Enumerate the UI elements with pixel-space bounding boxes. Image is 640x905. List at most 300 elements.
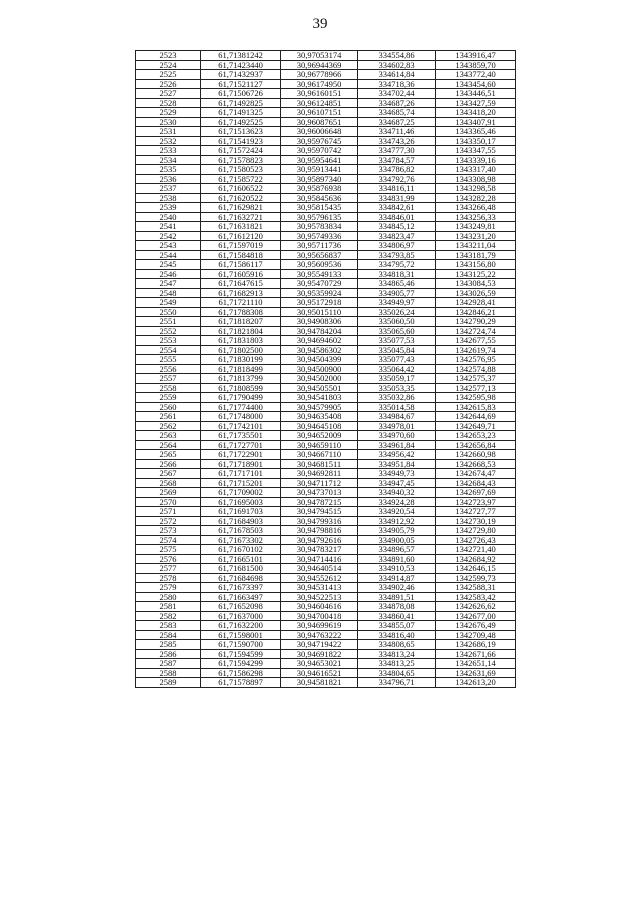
table-row <box>136 355 516 365</box>
y-coordinate-cell: 1343427,59 <box>436 98 516 108</box>
x-coordinate-cell: 334947,45 <box>358 478 436 488</box>
y-coordinate-cell: 1342668,53 <box>436 459 516 469</box>
y-coordinate-cell: 1343308,98 <box>436 174 516 184</box>
table-row <box>136 611 516 621</box>
latitude-cell: 61,71663497 <box>201 592 281 602</box>
longitude-cell: 30,94694602 <box>281 336 358 346</box>
point-number-cell: 2544 <box>136 250 201 260</box>
latitude-cell: 61,71802500 <box>201 345 281 355</box>
latitude-cell: 61,71691703 <box>201 507 281 517</box>
point-number-cell: 2573 <box>136 526 201 536</box>
table-row <box>136 583 516 593</box>
point-number-cell: 2529 <box>136 108 201 118</box>
x-coordinate-cell: 334978,01 <box>358 421 436 431</box>
point-number-cell: 2554 <box>136 345 201 355</box>
x-coordinate-cell: 335032,86 <box>358 393 436 403</box>
point-number-cell: 2570 <box>136 497 201 507</box>
latitude-cell: 61,71586117 <box>201 260 281 270</box>
point-number-cell: 2543 <box>136 241 201 251</box>
y-coordinate-cell: 1343446,51 <box>436 89 516 99</box>
point-number-cell: 2541 <box>136 222 201 232</box>
x-coordinate-cell: 335059,17 <box>358 374 436 384</box>
x-coordinate-cell: 335064,42 <box>358 364 436 374</box>
table-row <box>136 136 516 146</box>
latitude-cell: 61,71818207 <box>201 317 281 327</box>
x-coordinate-cell: 334970,60 <box>358 431 436 441</box>
point-number-cell: 2584 <box>136 630 201 640</box>
longitude-cell: 30,95845636 <box>281 193 358 203</box>
longitude-cell: 30,96944369 <box>281 60 358 70</box>
longitude-cell: 30,94714416 <box>281 554 358 564</box>
point-number-cell: 2583 <box>136 621 201 631</box>
y-coordinate-cell: 1343084,53 <box>436 279 516 289</box>
table-row <box>136 630 516 640</box>
y-coordinate-cell: 1342726,43 <box>436 535 516 545</box>
y-coordinate-cell: 1342576,95 <box>436 355 516 365</box>
table-row <box>136 317 516 327</box>
longitude-cell: 30,94908306 <box>281 317 358 327</box>
table-row <box>136 98 516 108</box>
point-number-cell: 2546 <box>136 269 201 279</box>
y-coordinate-cell: 1342677,00 <box>436 611 516 621</box>
y-coordinate-cell: 1342577,13 <box>436 383 516 393</box>
longitude-cell: 30,97053174 <box>281 51 358 61</box>
x-coordinate-cell: 334891,51 <box>358 592 436 602</box>
point-number-cell: 2580 <box>136 592 201 602</box>
point-number-cell: 2525 <box>136 70 201 80</box>
table-row <box>136 459 516 469</box>
point-number-cell: 2552 <box>136 326 201 336</box>
y-coordinate-cell: 1342613,20 <box>436 678 516 688</box>
y-coordinate-cell: 1343026,59 <box>436 288 516 298</box>
x-coordinate-cell: 334823,47 <box>358 231 436 241</box>
coordinates-table <box>135 50 516 688</box>
point-number-cell: 2569 <box>136 488 201 498</box>
latitude-cell: 61,71586298 <box>201 668 281 678</box>
point-number-cell: 2577 <box>136 564 201 574</box>
y-coordinate-cell: 1342790,29 <box>436 317 516 327</box>
x-coordinate-cell: 334961,84 <box>358 440 436 450</box>
latitude-cell: 61,71715201 <box>201 478 281 488</box>
latitude-cell: 61,71818499 <box>201 364 281 374</box>
longitude-cell: 30,94586302 <box>281 345 358 355</box>
latitude-cell: 61,71491325 <box>201 108 281 118</box>
point-number-cell: 2551 <box>136 317 201 327</box>
point-number-cell: 2561 <box>136 412 201 422</box>
table-row <box>136 174 516 184</box>
longitude-cell: 30,94541803 <box>281 393 358 403</box>
x-coordinate-cell: 334743,26 <box>358 136 436 146</box>
x-coordinate-cell: 334905,79 <box>358 526 436 536</box>
point-number-cell: 2542 <box>136 231 201 241</box>
x-coordinate-cell: 334902,46 <box>358 583 436 593</box>
y-coordinate-cell: 1343407,91 <box>436 117 516 127</box>
y-coordinate-cell: 1342656,84 <box>436 440 516 450</box>
longitude-cell: 30,95954641 <box>281 155 358 165</box>
longitude-cell: 30,94604616 <box>281 602 358 612</box>
x-coordinate-cell: 334796,71 <box>358 678 436 688</box>
y-coordinate-cell: 1342697,69 <box>436 488 516 498</box>
latitude-cell: 61,71790499 <box>201 393 281 403</box>
longitude-cell: 30,95549133 <box>281 269 358 279</box>
latitude-cell: 61,71584818 <box>201 250 281 260</box>
x-coordinate-cell: 334804,65 <box>358 668 436 678</box>
longitude-cell: 30,94792616 <box>281 535 358 545</box>
point-number-cell: 2558 <box>136 383 201 393</box>
point-number-cell: 2582 <box>136 611 201 621</box>
latitude-cell: 61,71709002 <box>201 488 281 498</box>
point-number-cell: 2536 <box>136 174 201 184</box>
table-row <box>136 260 516 270</box>
y-coordinate-cell: 1342631,69 <box>436 668 516 678</box>
latitude-cell: 61,71722901 <box>201 450 281 460</box>
y-coordinate-cell: 1343365,46 <box>436 127 516 137</box>
y-coordinate-cell: 1343231,20 <box>436 231 516 241</box>
y-coordinate-cell: 1342724,74 <box>436 326 516 336</box>
longitude-cell: 30,96087651 <box>281 117 358 127</box>
x-coordinate-cell: 334940,32 <box>358 488 436 498</box>
point-number-cell: 2550 <box>136 307 201 317</box>
longitude-cell: 30,94500900 <box>281 364 358 374</box>
y-coordinate-cell: 1342684,43 <box>436 478 516 488</box>
longitude-cell: 30,94798816 <box>281 526 358 536</box>
x-coordinate-cell: 334793,85 <box>358 250 436 260</box>
latitude-cell: 61,71684698 <box>201 573 281 583</box>
y-coordinate-cell: 1342671,66 <box>436 649 516 659</box>
latitude-cell: 61,71585722 <box>201 174 281 184</box>
longitude-cell: 30,94711712 <box>281 478 358 488</box>
latitude-cell: 61,71597019 <box>201 241 281 251</box>
longitude-cell: 30,95876938 <box>281 184 358 194</box>
latitude-cell: 61,71830199 <box>201 355 281 365</box>
latitude-cell: 61,71681500 <box>201 564 281 574</box>
longitude-cell: 30,94700418 <box>281 611 358 621</box>
point-number-cell: 2588 <box>136 668 201 678</box>
latitude-cell: 61,71578897 <box>201 678 281 688</box>
longitude-cell: 30,95970742 <box>281 146 358 156</box>
x-coordinate-cell: 334984,67 <box>358 412 436 422</box>
longitude-cell: 30,96778966 <box>281 70 358 80</box>
table-row <box>136 526 516 536</box>
y-coordinate-cell: 1343282,28 <box>436 193 516 203</box>
longitude-cell: 30,94635408 <box>281 412 358 422</box>
longitude-cell: 30,94579905 <box>281 402 358 412</box>
point-number-cell: 2527 <box>136 89 201 99</box>
table-row <box>136 668 516 678</box>
point-number-cell: 2566 <box>136 459 201 469</box>
y-coordinate-cell: 1342599,73 <box>436 573 516 583</box>
y-coordinate-cell: 1342928,41 <box>436 298 516 308</box>
longitude-cell: 30,95359924 <box>281 288 358 298</box>
latitude-cell: 61,71721110 <box>201 298 281 308</box>
x-coordinate-cell: 334855,07 <box>358 621 436 631</box>
latitude-cell: 61,71580523 <box>201 165 281 175</box>
table-row <box>136 659 516 669</box>
table-row <box>136 79 516 89</box>
latitude-cell: 61,71665101 <box>201 554 281 564</box>
point-number-cell: 2537 <box>136 184 201 194</box>
table-row <box>136 592 516 602</box>
point-number-cell: 2585 <box>136 640 201 650</box>
longitude-cell: 30,94699619 <box>281 621 358 631</box>
x-coordinate-cell: 334687,26 <box>358 98 436 108</box>
point-number-cell: 2559 <box>136 393 201 403</box>
latitude-cell: 61,71735501 <box>201 431 281 441</box>
table-row <box>136 269 516 279</box>
point-number-cell: 2545 <box>136 260 201 270</box>
latitude-cell: 61,71606522 <box>201 184 281 194</box>
table-row <box>136 364 516 374</box>
y-coordinate-cell: 1342583,42 <box>436 592 516 602</box>
table-row <box>136 573 516 583</box>
longitude-cell: 30,94691822 <box>281 649 358 659</box>
longitude-cell: 30,95656837 <box>281 250 358 260</box>
table-row <box>136 602 516 612</box>
point-number-cell: 2560 <box>136 402 201 412</box>
latitude-cell: 61,71788308 <box>201 307 281 317</box>
table-row <box>136 554 516 564</box>
y-coordinate-cell: 1343181,79 <box>436 250 516 260</box>
point-number-cell: 2555 <box>136 355 201 365</box>
table-row <box>136 450 516 460</box>
table-row <box>136 212 516 222</box>
y-coordinate-cell: 1342619,74 <box>436 345 516 355</box>
y-coordinate-cell: 1342615,83 <box>436 402 516 412</box>
table-row <box>136 222 516 232</box>
latitude-cell: 61,71612120 <box>201 231 281 241</box>
longitude-cell: 30,94737013 <box>281 488 358 498</box>
x-coordinate-cell: 334795,72 <box>358 260 436 270</box>
x-coordinate-cell: 334865,46 <box>358 279 436 289</box>
table-row <box>136 412 516 422</box>
y-coordinate-cell: 1342709,48 <box>436 630 516 640</box>
x-coordinate-cell: 334808,65 <box>358 640 436 650</box>
x-coordinate-cell: 334786,82 <box>358 165 436 175</box>
latitude-cell: 61,71774400 <box>201 402 281 412</box>
y-coordinate-cell: 1343211,04 <box>436 241 516 251</box>
point-number-cell: 2565 <box>136 450 201 460</box>
x-coordinate-cell: 334905,77 <box>358 288 436 298</box>
x-coordinate-cell: 334614,84 <box>358 70 436 80</box>
y-coordinate-cell: 1343454,60 <box>436 79 516 89</box>
y-coordinate-cell: 1342575,37 <box>436 374 516 384</box>
longitude-cell: 30,95897340 <box>281 174 358 184</box>
x-coordinate-cell: 334949,73 <box>358 469 436 479</box>
longitude-cell: 30,94531413 <box>281 583 358 593</box>
table-row <box>136 70 516 80</box>
longitude-cell: 30,96124851 <box>281 98 358 108</box>
latitude-cell: 61,71821804 <box>201 326 281 336</box>
latitude-cell: 61,71742101 <box>201 421 281 431</box>
y-coordinate-cell: 1342649,71 <box>436 421 516 431</box>
table-row <box>136 203 516 213</box>
y-coordinate-cell: 1343156,80 <box>436 260 516 270</box>
point-number-cell: 2523 <box>136 51 201 61</box>
point-number-cell: 2534 <box>136 155 201 165</box>
longitude-cell: 30,94794515 <box>281 507 358 517</box>
point-number-cell: 2532 <box>136 136 201 146</box>
x-coordinate-cell: 335077,53 <box>358 336 436 346</box>
y-coordinate-cell: 1343916,47 <box>436 51 516 61</box>
latitude-cell: 61,71598001 <box>201 630 281 640</box>
table-row <box>136 621 516 631</box>
coordinates-table-body <box>136 51 516 688</box>
latitude-cell: 61,71682913 <box>201 288 281 298</box>
longitude-cell: 30,96107151 <box>281 108 358 118</box>
table-row <box>136 516 516 526</box>
longitude-cell: 30,96174950 <box>281 79 358 89</box>
y-coordinate-cell: 1343249,81 <box>436 222 516 232</box>
latitude-cell: 61,71831803 <box>201 336 281 346</box>
y-coordinate-cell: 1342730,19 <box>436 516 516 526</box>
x-coordinate-cell: 334951,84 <box>358 459 436 469</box>
longitude-cell: 30,94652009 <box>281 431 358 441</box>
latitude-cell: 61,71521127 <box>201 79 281 89</box>
point-number-cell: 2553 <box>136 336 201 346</box>
y-coordinate-cell: 1342660,98 <box>436 450 516 460</box>
table-row <box>136 497 516 507</box>
x-coordinate-cell: 334711,46 <box>358 127 436 137</box>
longitude-cell: 30,95976745 <box>281 136 358 146</box>
longitude-cell: 30,94681511 <box>281 459 358 469</box>
y-coordinate-cell: 1342677,55 <box>436 336 516 346</box>
latitude-cell: 61,71673397 <box>201 583 281 593</box>
table-row <box>136 649 516 659</box>
y-coordinate-cell: 1342588,31 <box>436 583 516 593</box>
table-row <box>136 393 516 403</box>
latitude-cell: 61,71652098 <box>201 602 281 612</box>
table-row <box>136 279 516 289</box>
y-coordinate-cell: 1342721,40 <box>436 545 516 555</box>
longitude-cell: 30,94763222 <box>281 630 358 640</box>
longitude-cell: 30,94667110 <box>281 450 358 460</box>
x-coordinate-cell: 334896,57 <box>358 545 436 555</box>
point-number-cell: 2548 <box>136 288 201 298</box>
point-number-cell: 2549 <box>136 298 201 308</box>
table-row <box>136 155 516 165</box>
latitude-cell: 61,71594599 <box>201 649 281 659</box>
point-number-cell: 2576 <box>136 554 201 564</box>
point-number-cell: 2571 <box>136 507 201 517</box>
x-coordinate-cell: 334891,60 <box>358 554 436 564</box>
point-number-cell: 2547 <box>136 279 201 289</box>
y-coordinate-cell: 1343772,40 <box>436 70 516 80</box>
latitude-cell: 61,71492525 <box>201 117 281 127</box>
longitude-cell: 30,94504399 <box>281 355 358 365</box>
y-coordinate-cell: 1342686,19 <box>436 640 516 650</box>
y-coordinate-cell: 1342651,14 <box>436 659 516 669</box>
longitude-cell: 30,94502000 <box>281 374 358 384</box>
x-coordinate-cell: 334846,01 <box>358 212 436 222</box>
table-row <box>136 127 516 137</box>
y-coordinate-cell: 1343347,55 <box>436 146 516 156</box>
longitude-cell: 30,94616521 <box>281 668 358 678</box>
longitude-cell: 30,94784204 <box>281 326 358 336</box>
point-number-cell: 2586 <box>136 649 201 659</box>
y-coordinate-cell: 1342646,15 <box>436 564 516 574</box>
y-coordinate-cell: 1343859,70 <box>436 60 516 70</box>
table-row <box>136 440 516 450</box>
latitude-cell: 61,71620522 <box>201 193 281 203</box>
x-coordinate-cell: 335026,24 <box>358 307 436 317</box>
table-row <box>136 374 516 384</box>
longitude-cell: 30,94640514 <box>281 564 358 574</box>
latitude-cell: 61,71605916 <box>201 269 281 279</box>
x-coordinate-cell: 334910,53 <box>358 564 436 574</box>
table-row <box>136 678 516 688</box>
x-coordinate-cell: 334924,28 <box>358 497 436 507</box>
y-coordinate-cell: 1342653,23 <box>436 431 516 441</box>
x-coordinate-cell: 334813,24 <box>358 649 436 659</box>
table-row <box>136 488 516 498</box>
y-coordinate-cell: 1342684,92 <box>436 554 516 564</box>
table-row <box>136 165 516 175</box>
x-coordinate-cell: 334813,25 <box>358 659 436 669</box>
y-coordinate-cell: 1343317,40 <box>436 165 516 175</box>
x-coordinate-cell: 334845,12 <box>358 222 436 232</box>
latitude-cell: 61,71506726 <box>201 89 281 99</box>
longitude-cell: 30,95015110 <box>281 307 358 317</box>
x-coordinate-cell: 334818,31 <box>358 269 436 279</box>
x-coordinate-cell: 334816,11 <box>358 184 436 194</box>
table-row <box>136 640 516 650</box>
y-coordinate-cell: 1343350,17 <box>436 136 516 146</box>
latitude-cell: 61,71637000 <box>201 611 281 621</box>
latitude-cell: 61,71632200 <box>201 621 281 631</box>
point-number-cell: 2524 <box>136 60 201 70</box>
longitude-cell: 30,95796135 <box>281 212 358 222</box>
x-coordinate-cell: 335060,50 <box>358 317 436 327</box>
latitude-cell: 61,71717101 <box>201 469 281 479</box>
latitude-cell: 61,71670102 <box>201 545 281 555</box>
table-row <box>136 117 516 127</box>
latitude-cell: 61,71678503 <box>201 526 281 536</box>
point-number-cell: 2564 <box>136 440 201 450</box>
latitude-cell: 61,71590700 <box>201 640 281 650</box>
longitude-cell: 30,94659110 <box>281 440 358 450</box>
latitude-cell: 61,71695003 <box>201 497 281 507</box>
longitude-cell: 30,94787215 <box>281 497 358 507</box>
x-coordinate-cell: 334685,74 <box>358 108 436 118</box>
point-number-cell: 2567 <box>136 469 201 479</box>
point-number-cell: 2556 <box>136 364 201 374</box>
y-coordinate-cell: 1343125,22 <box>436 269 516 279</box>
table-row <box>136 402 516 412</box>
point-number-cell: 2575 <box>136 545 201 555</box>
page-number: 39 <box>312 16 328 32</box>
x-coordinate-cell: 334831,99 <box>358 193 436 203</box>
longitude-cell: 30,94522513 <box>281 592 358 602</box>
table-row <box>136 383 516 393</box>
table-row <box>136 231 516 241</box>
table-row <box>136 250 516 260</box>
x-coordinate-cell: 334956,42 <box>358 450 436 460</box>
latitude-cell: 61,71647615 <box>201 279 281 289</box>
table-row <box>136 193 516 203</box>
point-number-cell: 2563 <box>136 431 201 441</box>
point-number-cell: 2540 <box>136 212 201 222</box>
latitude-cell: 61,71727701 <box>201 440 281 450</box>
table-row <box>136 51 516 61</box>
latitude-cell: 61,71684903 <box>201 516 281 526</box>
y-coordinate-cell: 1343339,16 <box>436 155 516 165</box>
point-number-cell: 2539 <box>136 203 201 213</box>
table-row <box>136 421 516 431</box>
x-coordinate-cell: 334900,05 <box>358 535 436 545</box>
table-row <box>136 564 516 574</box>
point-number-cell: 2533 <box>136 146 201 156</box>
latitude-cell: 61,71629821 <box>201 203 281 213</box>
